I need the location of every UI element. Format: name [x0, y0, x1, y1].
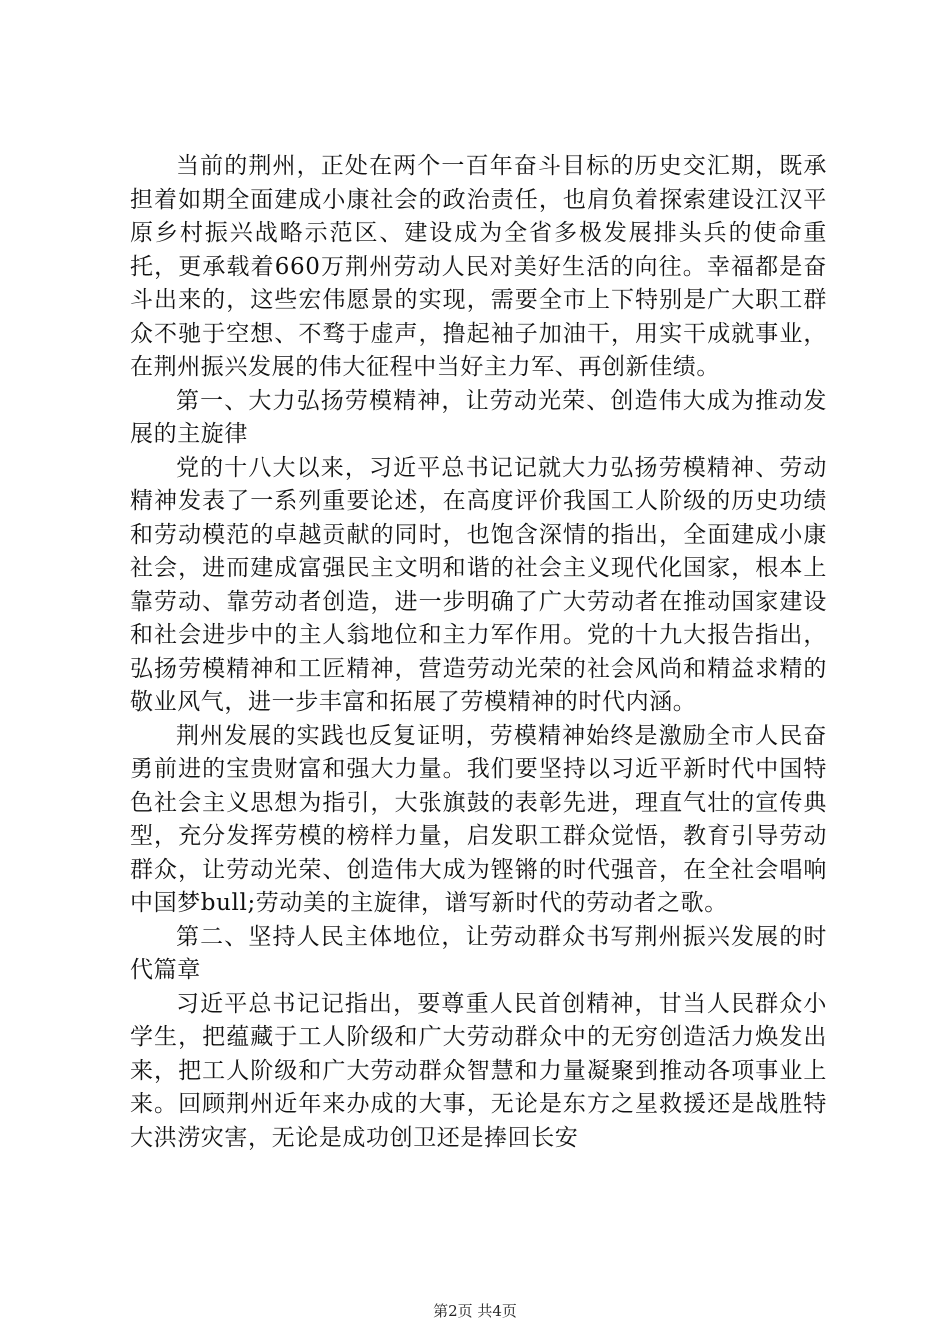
paragraph: 当前的荆州，正处在两个一百年奋斗目标的历史交汇期，既承担着如期全面建成小康社会的政治责任，也肩负着探索建设江汉平原乡村振兴战略示范区、建设成为全省多极发展排头兵的使命重托，更承载着660万荆州劳动人民对美好生活的向往。幸福都是奋斗出来的，这些宏伟愿景的实现，需要全市上下特别是广大职工群众不驰于空想、不骛于虚声，撸起袖子加油干，用实干成就事业，在荆州振兴发展的伟大征程中当好主力军、再创新佳绩。 [130, 153, 827, 380]
page-number-footer: 第2页 共4页 [433, 1302, 517, 1320]
section-heading: 第一、大力弘扬劳模精神，让劳动光荣、创造伟大成为推动发展的主旋律 [130, 387, 827, 447]
paragraph: 习近平总书记记指出，要尊重人民首创精神，甘当人民群众小学生，把蕴藏于工人阶级和广大劳动群众中的无穷创造活力焕发出来，把工人阶级和广大劳动群众智慧和力量凝聚到推动各项事业上来。回顾荆州近年来办成的大事，无论是东方之星救援还是战胜特大洪涝灾害，无论是成功创卫还是捧回长安 [130, 990, 827, 1151]
paragraph: 党的十八大以来，习近平总书记记就大力弘扬劳模精神、劳动精神发表了一系列重要论述，在高度评价我国工人阶级的历史功绩和劳动模范的卓越贡献的同时，也饱含深情的指出，全面建成小康社会，进而建成富强民主文明和谐的社会主义现代化国家，根本上靠劳动、靠劳动者创造，进一步明确了广大劳动者在推动国家建设和社会进步中的主人翁地位和主力军作用。党的十九大报告指出，弘扬劳模精神和工匠精神，营造劳动光荣的社会风尚和精益求精的敬业风气，进一步丰富和拓展了劳模精神的时代内涵。 [130, 454, 827, 715]
section-heading: 第二、坚持人民主体地位，让劳动群众书写荆州振兴发展的时代篇章 [130, 923, 827, 983]
paragraph: 荆州发展的实践也反复证明，劳模精神始终是激励全市人民奋勇前进的宝贵财富和强大力量。我们要坚持以习近平新时代中国特色社会主义思想为指引，大张旗鼓的表彰先进，理直气壮的宣传典型，充分发挥劳模的榜样力量，启发职工群众觉悟，教育引导劳动群众，让劳动光荣、创造伟大成为铿锵的时代强音，在全社会唱响中国梦bull;劳动美的主旋律，谱写新时代的劳动者之歌。 [130, 722, 827, 916]
document-body [130, 150, 827, 1155]
